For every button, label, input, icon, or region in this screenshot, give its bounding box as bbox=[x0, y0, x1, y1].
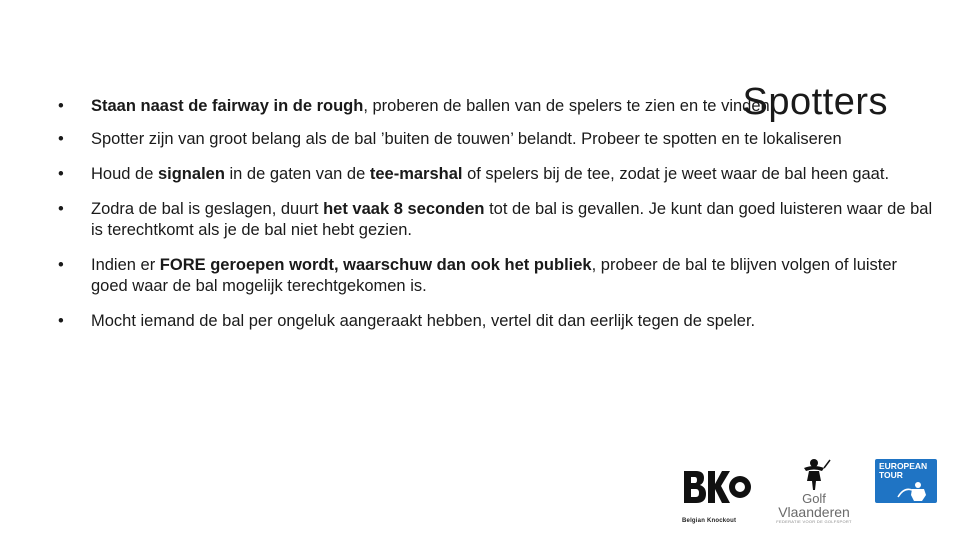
bullet-text-bold: tee-marshal bbox=[369, 165, 463, 183]
bullet-dot-icon: • bbox=[58, 130, 64, 148]
golf-vlaanderen-line2: Vlaanderen bbox=[778, 504, 850, 520]
golf-vlaanderen-line1: Golf bbox=[802, 491, 826, 506]
bullet-item bbox=[58, 164, 938, 185]
bullet-item bbox=[58, 311, 938, 332]
bullet-text: Spotter zijn van groot belang als de bal ’buiten de touwen’ belandt. Probeer te spotten en te lokaliseren bbox=[91, 130, 842, 148]
bullet-text: , probeer de bal te blijven volgen of luister goed waar de bal mogelijk terechtgekomen is. bbox=[91, 256, 898, 295]
bullet-text-bold: Staan naast de fairway in de rough bbox=[91, 97, 364, 115]
bullet-text: , proberen de ballen van de spelers te zien en te vinden bbox=[363, 97, 770, 115]
european-tour-logo bbox=[875, 459, 937, 503]
bullet-dot-icon: • bbox=[58, 200, 64, 218]
bullet-text-bold: FORE geroepen wordt, waarschuw dan ook het publiek bbox=[159, 256, 592, 274]
golf-vlaanderen-logo bbox=[774, 457, 854, 533]
bullet-text: Mocht iemand de bal per ongeluk aangeraakt hebben, vertel dit dan eerlijk tegen de speler. bbox=[91, 312, 756, 330]
bullet-item bbox=[58, 199, 938, 241]
european-tour-line2: TOUR bbox=[879, 470, 903, 480]
bullet-text-bold: signalen bbox=[157, 165, 225, 183]
bullet-dot-icon: • bbox=[58, 312, 64, 330]
bullet-dot-icon: • bbox=[58, 165, 64, 183]
sponsor-logos bbox=[670, 455, 940, 535]
bullet-list bbox=[58, 96, 938, 346]
golf-vlaanderen-caption: FEDERATIE VOOR DE GOLFSPORT bbox=[776, 519, 852, 524]
european-tour-line1: EUROPEAN bbox=[879, 461, 928, 471]
bko-logo bbox=[682, 465, 762, 525]
bullet-text: Zodra de bal is geslagen, duurt bbox=[91, 200, 324, 218]
bullet-text: tot de bal is gevallen. Je kunt dan goed luisteren waar de bal is terechtkomt als je de bal niet hebt gezien. bbox=[91, 200, 933, 239]
slide-title: Spotters bbox=[742, 81, 888, 124]
bullet-dot-icon: • bbox=[58, 97, 64, 115]
bullet-text: Houd de bbox=[91, 165, 158, 183]
golfer-icon bbox=[794, 457, 834, 491]
bullet-item bbox=[58, 129, 938, 150]
bko-caption: Belgian Knockout bbox=[682, 518, 737, 524]
bullet-text-bold: het vaak 8 seconden bbox=[323, 200, 485, 218]
bullet-item bbox=[58, 255, 938, 297]
bko-mark-icon bbox=[682, 465, 752, 511]
bullet-text: of spelers bij de tee, zodat je weet waar de bal heen gaat. bbox=[462, 165, 890, 183]
bullet-text: Indien er bbox=[91, 256, 160, 274]
golfer-silhouette-icon bbox=[894, 481, 934, 501]
bullet-dot-icon: • bbox=[58, 256, 64, 274]
bullet-item bbox=[58, 96, 938, 117]
bullet-text: in de gaten van de bbox=[224, 165, 370, 183]
